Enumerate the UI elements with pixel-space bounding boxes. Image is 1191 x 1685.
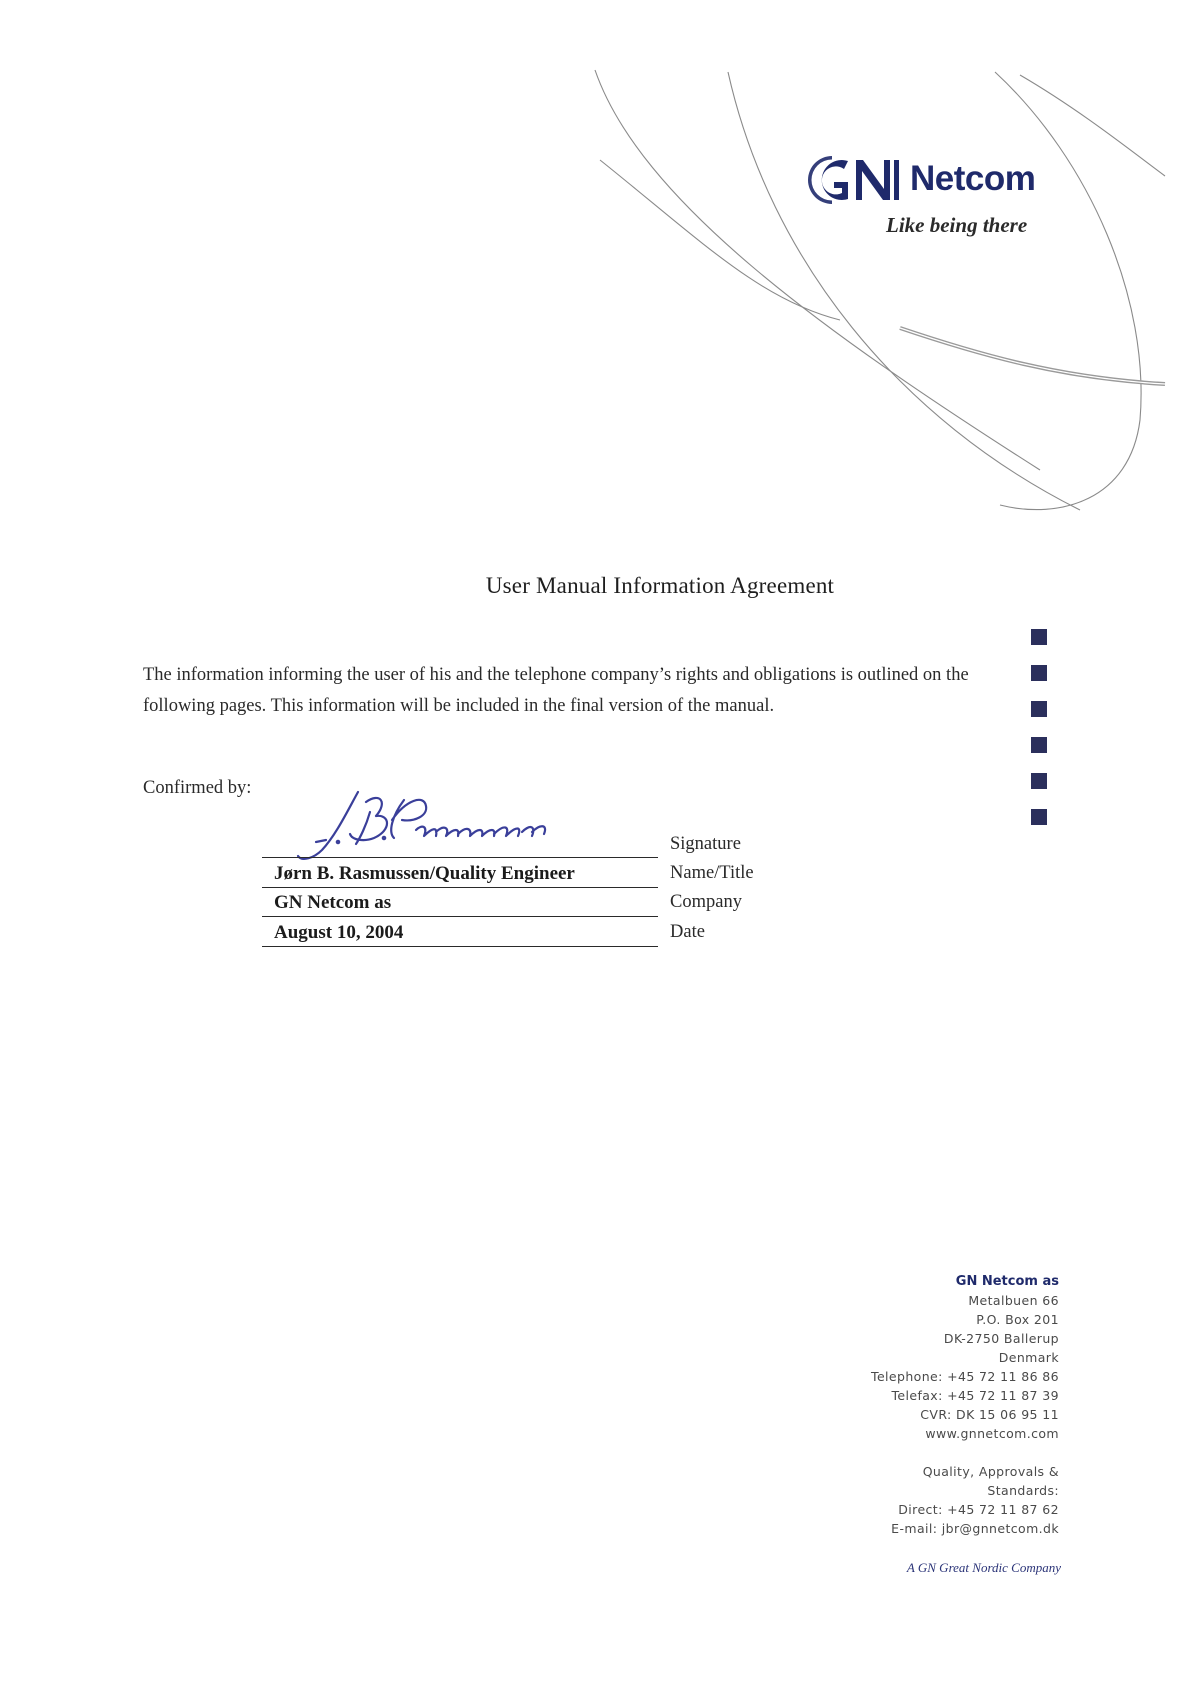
signature-underline — [262, 857, 658, 858]
accent-swoosh — [900, 328, 1165, 384]
contact-line: Standards: — [987, 1483, 1059, 1498]
address-spacer — [871, 1443, 1059, 1462]
logo-tagline: Like being there — [886, 213, 1028, 237]
side-marker-square — [1031, 665, 1047, 681]
page-title: User Manual Information Agreement — [485, 573, 835, 598]
address-line: DK-2750 Ballerup — [943, 1331, 1059, 1346]
curve-2 — [728, 72, 1080, 510]
email-link[interactable]: E-mail: jbr@gnnetcom.dk — [891, 1521, 1059, 1536]
contact-line: Quality, Approvals & — [922, 1464, 1059, 1479]
address-line: P.O. Box 201 — [976, 1312, 1059, 1327]
company-value: GN Netcom as — [274, 892, 392, 913]
accent-swoosh-highlight — [900, 328, 1165, 384]
telephone-line: Telephone: +45 72 11 86 86 — [871, 1369, 1059, 1384]
address-line: Denmark — [998, 1350, 1059, 1365]
address-line: Metalbuen 66 — [968, 1293, 1059, 1308]
confirmed-by-label: Confirmed by: — [143, 778, 252, 798]
name-title-value: Jørn B. Rasmussen/Quality Engineer — [274, 863, 575, 884]
date-value: August 10, 2004 — [274, 922, 404, 943]
side-marker-square — [1031, 701, 1047, 717]
cvr-line: CVR: DK 15 06 95 11 — [920, 1407, 1059, 1422]
curve-1 — [595, 70, 1040, 470]
company-underline — [262, 916, 658, 917]
telefax-line: Telefax: +45 72 11 87 39 — [891, 1388, 1059, 1403]
side-marker-square — [1031, 629, 1047, 645]
name-title-caption: Name/Title — [670, 863, 754, 883]
date-caption: Date — [670, 922, 705, 942]
gn-logo-mark-icon — [808, 155, 904, 205]
signature-caption: Signature — [670, 834, 741, 854]
company-address-block — [871, 1272, 1059, 1538]
side-marker-square — [1031, 809, 1047, 825]
group-company-line: A GN Great Nordic Company — [906, 1560, 1061, 1575]
side-markers — [1031, 629, 1048, 845]
website-link[interactable]: www.gnnetcom.com — [925, 1426, 1059, 1441]
side-marker-square — [1031, 737, 1047, 753]
name-title-underline — [262, 887, 658, 888]
side-marker-square — [1031, 773, 1047, 789]
curve-5 — [600, 160, 840, 320]
direct-phone-line: Direct: +45 72 11 87 62 — [898, 1502, 1059, 1517]
date-underline — [262, 946, 658, 947]
address-company-name: GN Netcom as — [955, 1274, 1059, 1289]
company-caption: Company — [670, 892, 742, 912]
intro-paragraph: The information informing the user of his and the telephone company’s rights and obligations is outlined on the following pages. This information will be included in the final version of the manual. — [143, 665, 969, 716]
curve-3 — [995, 72, 1141, 510]
logo-wordmark: Netcom — [910, 159, 1036, 198]
company-logo — [808, 155, 1048, 245]
